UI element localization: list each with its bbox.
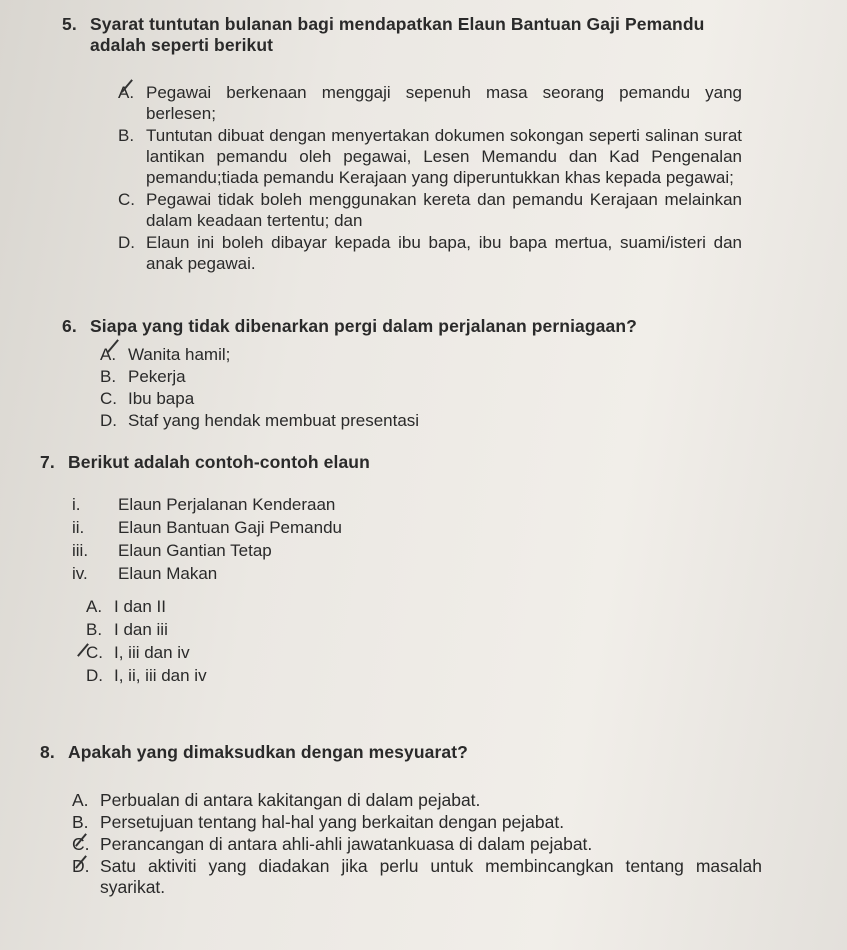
question-text: Siapa yang tidak dibenarkan pergi dalam perjalanan perniagaan? [90,316,637,336]
question-6 [62,316,752,337]
question-7 [40,452,730,473]
question-text: Apakah yang dimaksudkan dengan mesyuarat? [68,742,468,762]
item-iii: iii. Elaun Gantian Tetap [72,541,272,560]
option-b[interactable]: B. Pekerja [100,367,186,386]
question-7-items [72,494,572,586]
option-c[interactable]: C. Ibu bapa [100,389,195,408]
option-d[interactable]: D. I, ii, iii dan iv [86,666,207,685]
option-d[interactable]: D. Satu aktiviti yang diadakan jika perlu untuk membincangkan tentang masalah syarikat. [72,856,762,897]
option-a[interactable]: A. Wanita hamil; [100,345,231,364]
option-c[interactable]: C. Pegawai tidak boleh menggunakan kereta dan pemandu Kerajaan melainkan dalam keadaan tertentu; dan [118,190,742,230]
option-a[interactable]: A. I dan II [86,597,166,616]
item-i: i. Elaun Perjalanan Kenderaan [72,495,336,514]
question-text: Syarat tuntutan bulanan bagi mendapatkan Elaun Bantuan Gaji Pemandu adalah seperti berikut [90,14,705,55]
option-a[interactable]: A. Pegawai berkenaan menggaji sepenuh masa seorang pemandu yang berlesen; [118,83,742,123]
question-7-options [86,596,586,688]
question-5-options [118,82,742,275]
option-b[interactable]: B. Persetujuan tentang hal-hal yang berkaitan dengan pejabat. [72,812,565,832]
option-a[interactable]: A. Perbualan di antara kakitangan di dalam pejabat. [72,790,481,810]
question-number: 6. [62,316,77,336]
question-5 [62,14,752,56]
option-c[interactable]: C. Perancangan di antara ahli-ahli jawatankuasa di dalam pejabat. [72,834,593,854]
question-6-options [100,344,700,432]
option-d[interactable]: D. Staf yang hendak membuat presentasi [100,411,420,430]
question-number: 8. [40,742,55,762]
item-ii: ii. Elaun Bantuan Gaji Pemandu [72,518,342,537]
question-number: 5. [62,14,77,34]
option-b[interactable]: B. I dan iii [86,620,168,639]
question-8 [40,742,730,763]
option-b[interactable]: B. Tuntutan dibuat dengan menyertakan dokumen sokongan seperti salinan surat lantikan pemandu oleh pegawai, Lesen Memandu dan Kad Pengenalan pemandu;tiada pemandu Kerajaan yang diperuntukkan khas kepada pegawai; [118,126,742,187]
option-c[interactable]: C. I, iii dan iv [86,643,190,662]
question-8-options [72,790,762,899]
item-iv: iv. Elaun Makan [72,564,218,583]
option-d[interactable]: D. Elaun ini boleh dibayar kepada ibu bapa, ibu bapa mertua, suami/isteri dan anak pegawai. [118,233,742,273]
question-text: Berikut adalah contoh-contoh elaun [68,452,370,472]
question-number: 7. [40,452,55,472]
